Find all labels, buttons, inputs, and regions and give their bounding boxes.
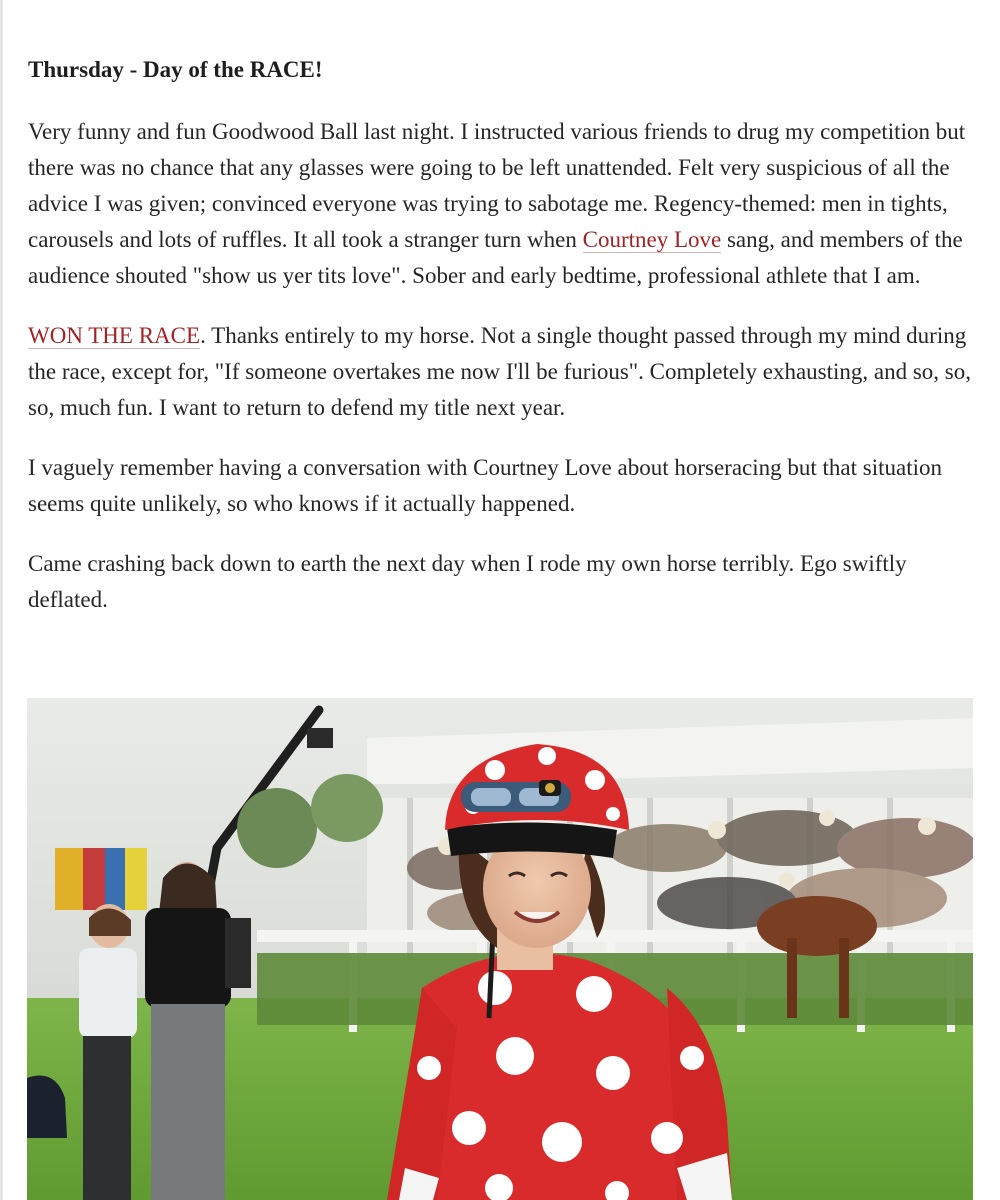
paragraph-text: Very funny and fun Goodwood Ball last night. I instructed various friends to drug my competition but there was no chance that any glasses were going to be left unattended. Felt very suspicious of all the advice I was given; convinced everyone was trying to sabotage me. Regency-themed: men in tights, carousels and lots of ruffles. It all took a stranger turn when xyxy=(28,119,966,252)
paragraph-text: sang, and members of the audience shouted "show us yer tits love". Sober and early bedtime, professional athlete that I am. xyxy=(28,227,963,288)
courtney-love-link[interactable]: Courtney Love xyxy=(582,227,722,252)
jockey-photo xyxy=(27,698,973,1200)
bystander-left xyxy=(79,904,137,1200)
article-body xyxy=(28,52,976,642)
flags xyxy=(55,848,147,910)
paragraph-next-day: Came crashing back down to earth the next day when I rode my own horse terribly. Ego swiftly deflated. xyxy=(28,551,907,612)
post-heading: Thursday - Day of the RACE! xyxy=(28,57,323,82)
left-border-rule xyxy=(0,0,3,1200)
paragraph-won-race xyxy=(28,318,976,426)
won-the-race-link[interactable]: WON THE RACE xyxy=(28,323,201,348)
paragraph-goodwood-ball xyxy=(28,114,976,294)
paragraph-conversation: I vaguely remember having a conversation with Courtney Love about horseracing but that situation seems quite unlikely, so who knows if it actually happened. xyxy=(28,455,942,516)
jockey-photo-illustration xyxy=(27,698,973,1200)
paragraph-text: . Thanks entirely to my horse. Not a single thought passed through my mind during the race, except for, "If someone overtakes me now I'll be furious". Completely exhausting, and so, so, so, much fun. I want to return to defend my title next year. xyxy=(28,323,972,420)
